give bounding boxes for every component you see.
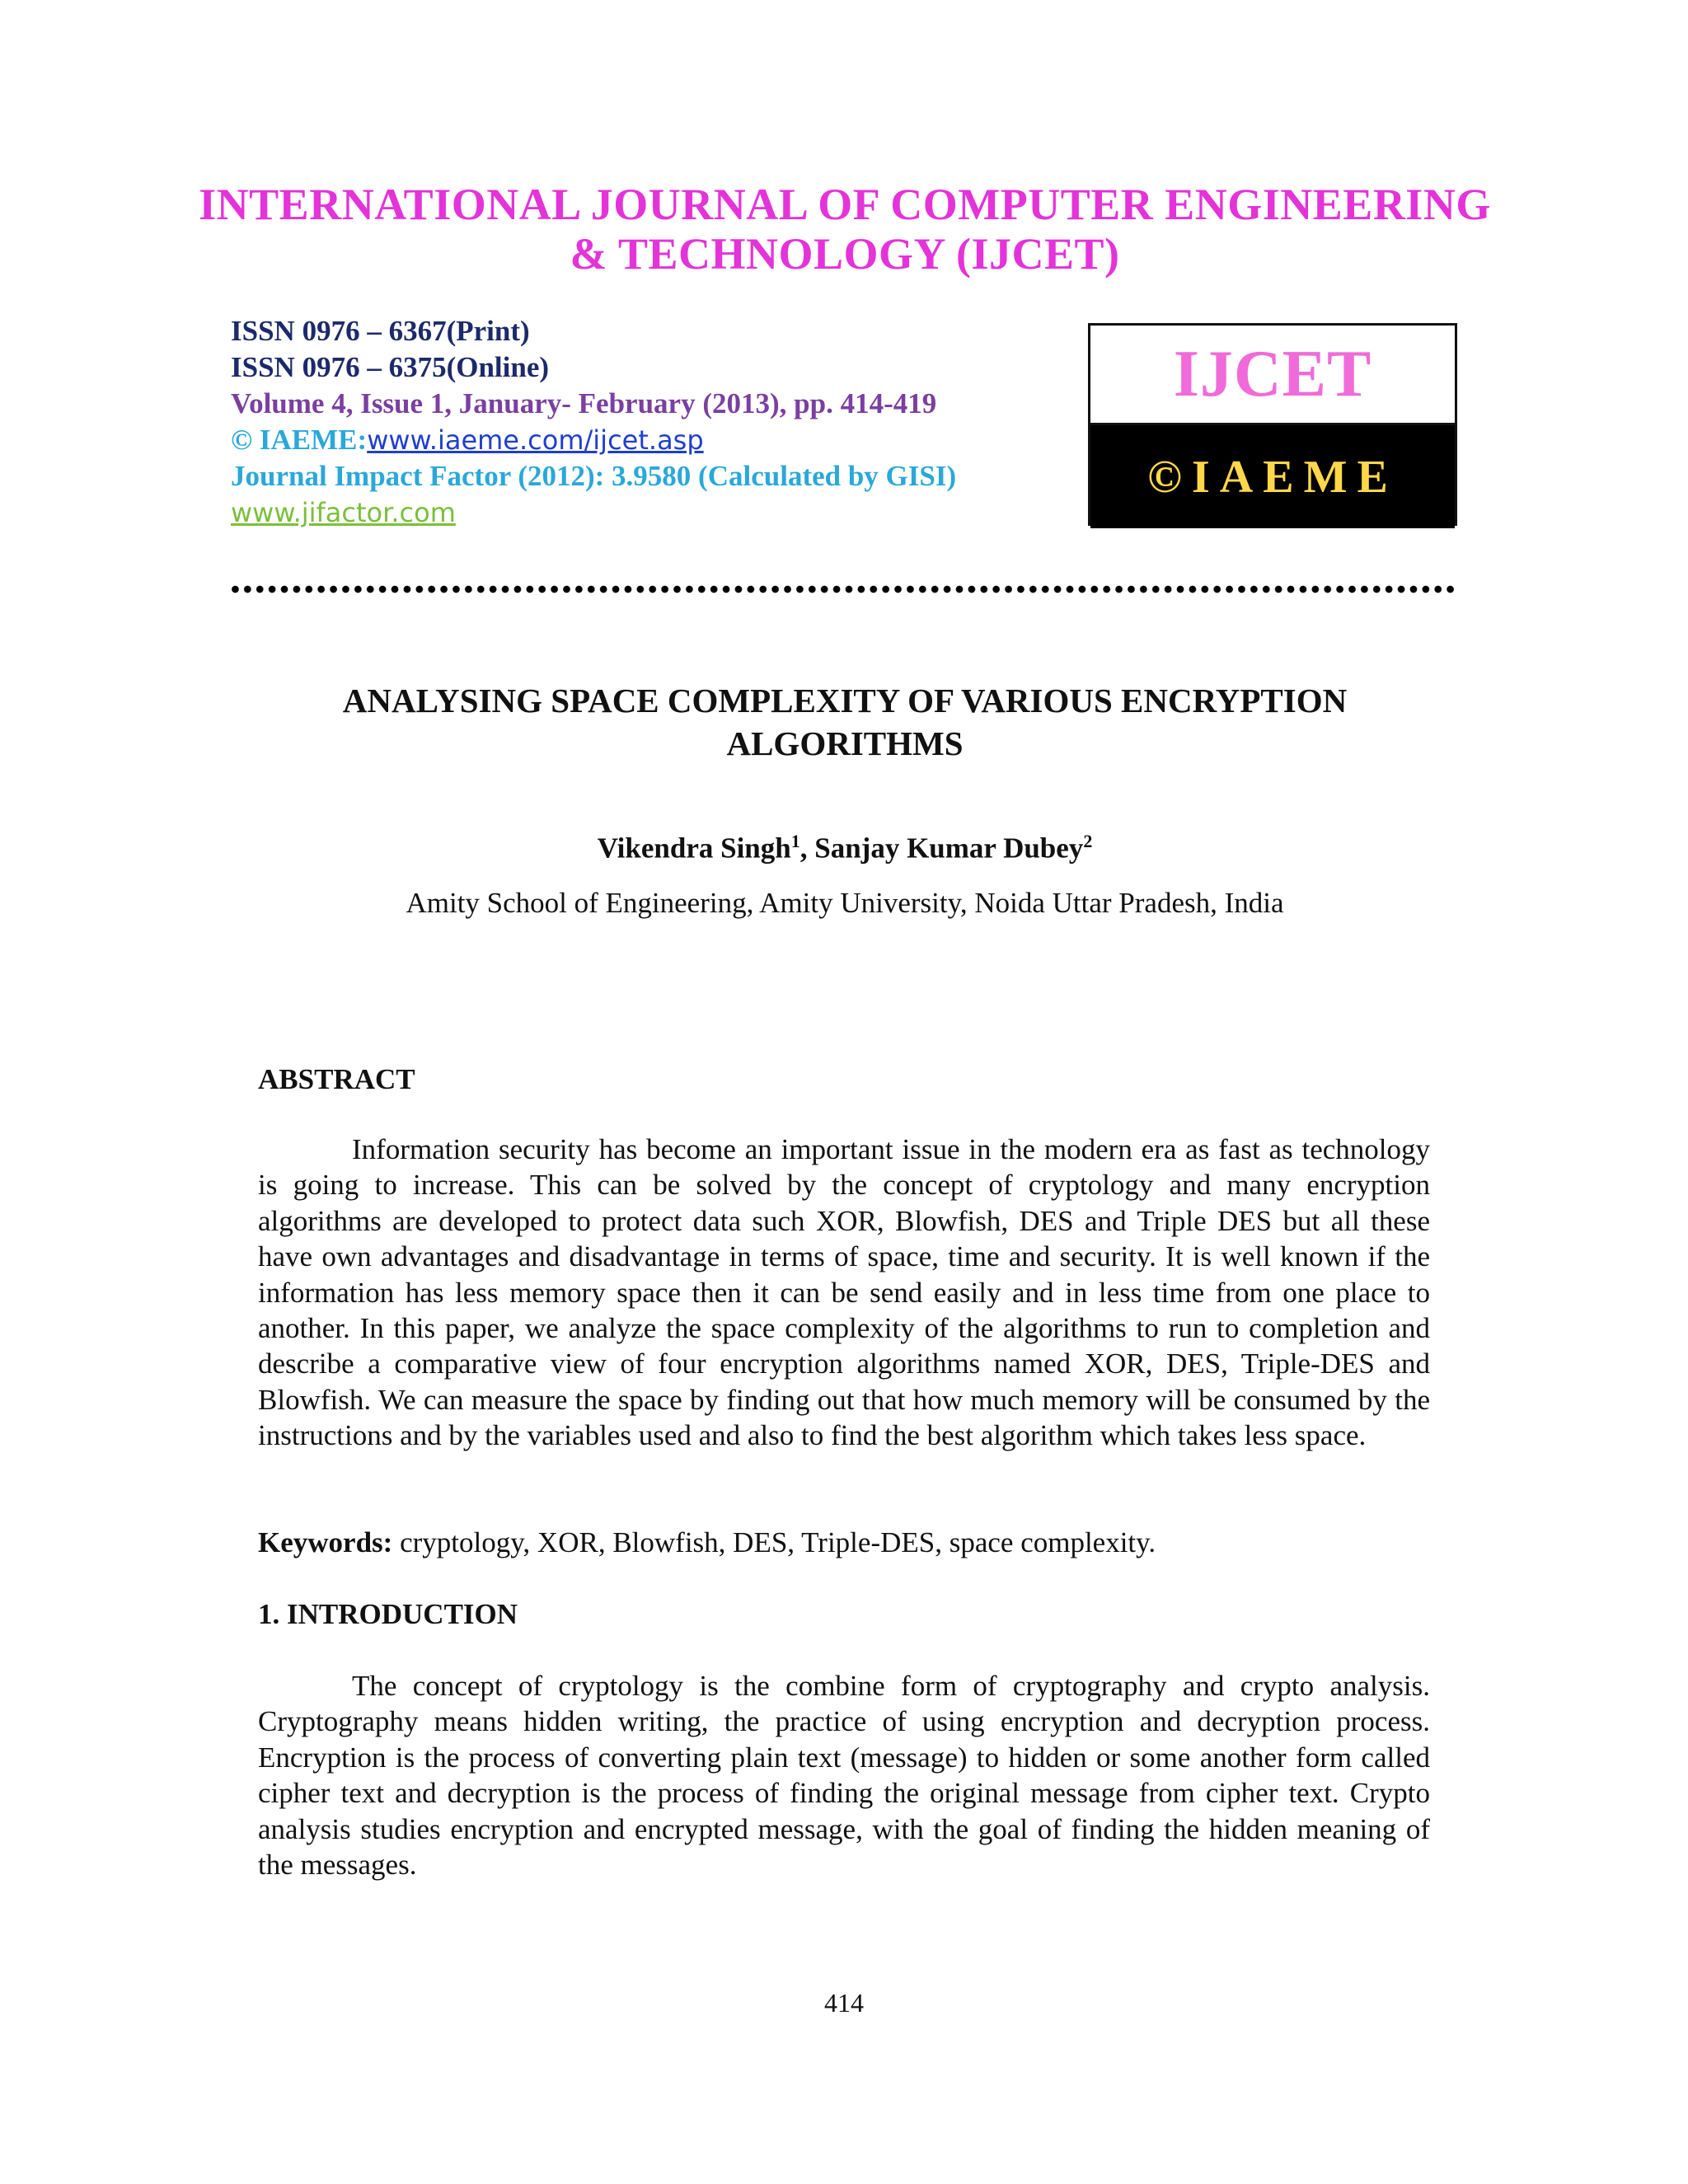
- journal-meta: [231, 313, 956, 531]
- journal-title-line2: & TECHNOLOGY (IJCET): [570, 229, 1120, 279]
- logo-ijcet-text: IJCET: [1090, 326, 1455, 425]
- issn-online: ISSN 0976 – 6375(Online): [231, 351, 550, 383]
- affiliation: Amity School of Engineering, Amity University, Noida Uttar Pradesh, India: [406, 887, 1284, 919]
- author-2-affil-mark: 2: [1083, 831, 1093, 851]
- jifactor-link[interactable]: www.jifactor.com: [231, 497, 456, 528]
- page-number: 414: [824, 1988, 864, 2018]
- author-1-affil-mark: 1: [790, 831, 800, 851]
- keywords: [258, 1526, 1156, 1559]
- issn-print: ISSN 0976 – 6367(Print): [231, 315, 530, 347]
- copyright-line: [231, 422, 956, 458]
- volume-info: Volume 4, Issue 1, January- February (2013), pp. 414-419: [231, 387, 937, 419]
- paper-title-line2: ALGORITHMS: [726, 724, 964, 762]
- author-2: Sanjay Kumar Dubey: [814, 832, 1084, 865]
- ijcet-logo: [1088, 323, 1457, 526]
- keywords-text: cryptology, XOR, Blowfish, DES, Triple-DES, space complexity.: [392, 1526, 1156, 1558]
- paper-title: [247, 679, 1442, 765]
- journal-title-line1: INTERNATIONAL JOURNAL OF COMPUTER ENGINEERING: [199, 180, 1491, 229]
- keywords-label: Keywords:: [258, 1526, 393, 1558]
- introduction-heading: 1. INTRODUCTION: [258, 1598, 518, 1630]
- author-separator: ,: [799, 832, 815, 865]
- paper-title-line1: ANALYSING SPACE COMPLEXITY OF VARIOUS ENCRYPTION: [342, 682, 1348, 719]
- dotted-divider: [229, 583, 1457, 595]
- abstract-text: Information security has become an important issue in the modern era as fast as technology is going to increase. This can be solved by the concept of cryptology and many encryption algorithms are developed to protect data such XOR, Blowfish, DES and Triple DES but all these have own advantages and disadvantage in terms of space, time and security. It is well known if the information has less memory space then it can be send easily and in less time from one place to another. In this paper, we analyze the space complexity of the algorithms to run to completion and describe a comparative view of four encryption algorithms named XOR, DES, Triple-DES and Blowfish. We can measure the space by finding out that how much memory will be consumed by the instructions and by the variables used and also to find the best algorithm which takes less space.: [258, 1133, 1430, 1452]
- iaeme-link[interactable]: www.iaeme.com/ijcet.asp: [367, 424, 704, 456]
- author-1: Vikendra Singh: [597, 832, 791, 865]
- copyright-prefix: © IAEME:: [231, 424, 368, 456]
- abstract-heading: ABSTRACT: [258, 1063, 415, 1095]
- authors: [247, 831, 1442, 865]
- impact-factor: Journal Impact Factor (2012): 3.9580 (Calculated by GISI): [231, 460, 957, 492]
- introduction-text: The concept of cryptology is the combine form of cryptography and crypto analysis. Cryptography means hidden writing, the practice of using encryption and decryption process. Encryption is the process of converting plain text (message) to hidden or some another form called cipher text and decryption is the process of finding the original message from cipher text. Crypto analysis studies encryption and encrypted message, with the goal of finding the hidden meaning of the messages.: [258, 1670, 1430, 1882]
- journal-title: [165, 180, 1525, 279]
- logo-iaeme-text: ©IAEME: [1090, 425, 1455, 528]
